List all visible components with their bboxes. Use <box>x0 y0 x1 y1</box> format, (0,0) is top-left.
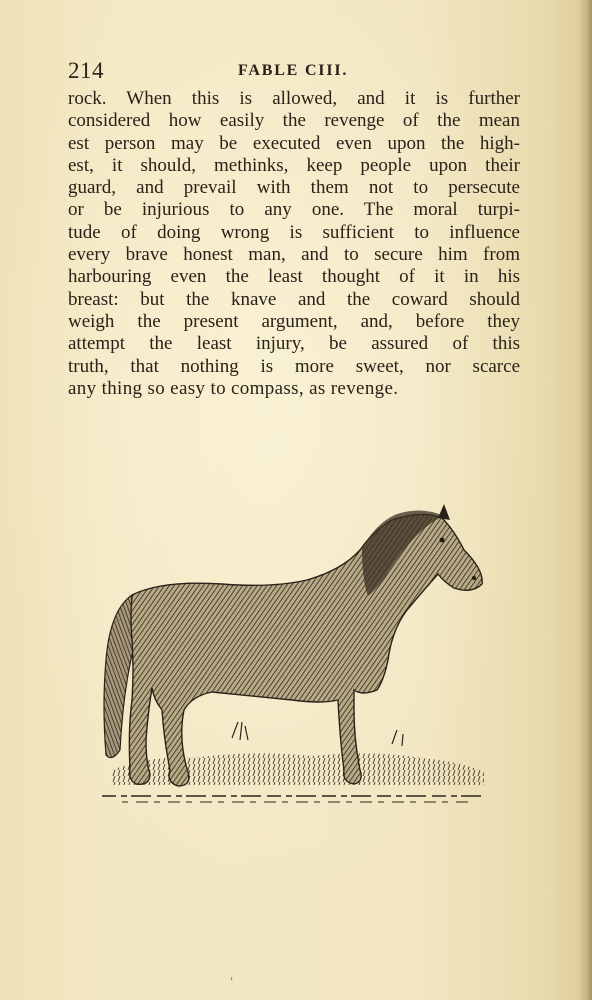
text-line: rock. When this is allowed, and it is further <box>68 88 520 109</box>
horse-ear <box>438 504 450 520</box>
horse-woodcut-illustration <box>92 500 492 810</box>
text-line: weigh the present argument, and, before they <box>68 310 520 332</box>
paper-speck: ' <box>230 975 234 989</box>
page-header <box>68 58 518 84</box>
text-line: harbouring even the least thought of it in his <box>68 266 520 288</box>
text-line: tude of doing wrong is sufficient to influence <box>68 221 520 243</box>
text-line: considered how easily the revenge of the mean <box>68 110 520 132</box>
text-line: truth, that nothing is more sweet, nor scarce <box>68 355 520 377</box>
text-line: est person may be executed even upon the high- <box>68 132 520 154</box>
text-line: every brave honest man, and to secure him from <box>68 244 520 266</box>
text-line: est, it should, methinks, keep people upon their <box>68 154 520 176</box>
page-edge-shadow <box>578 0 592 1000</box>
text-line: or be injurious to any one. The moral turpi- <box>68 199 520 221</box>
horse-eye <box>440 538 445 543</box>
page-number: 214 <box>68 58 104 83</box>
text-line: breast: but the knave and the coward should <box>68 288 520 310</box>
horse-nostril <box>472 576 476 580</box>
text-line: any thing so easy to compass, as revenge. <box>68 377 399 399</box>
text-line: attempt the least injury, be assured of this <box>68 333 520 355</box>
running-title: FABLE CIII. <box>238 62 349 79</box>
ground-grass <box>102 722 487 802</box>
horse-body <box>129 514 482 786</box>
fable-moral-text <box>68 88 520 400</box>
text-line: guard, and prevail with them not to persecute <box>68 177 520 199</box>
